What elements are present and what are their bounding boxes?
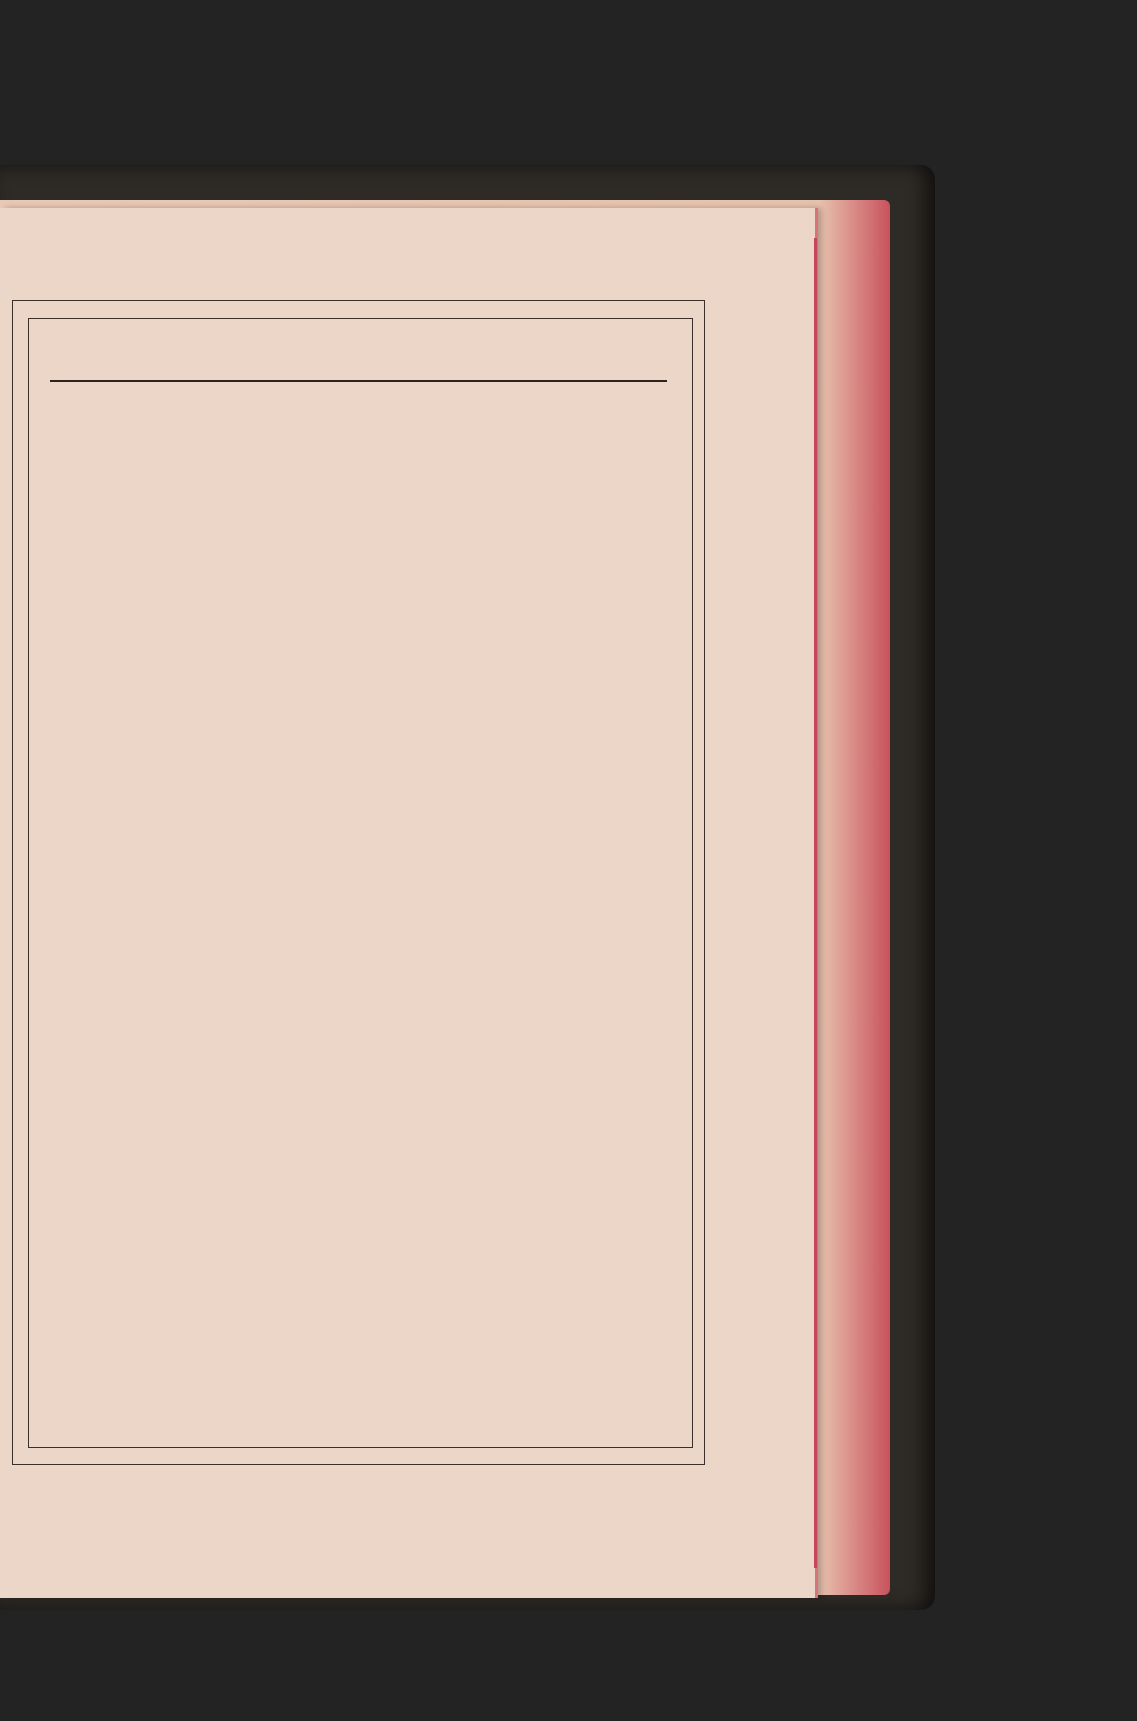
running-head	[50, 340, 667, 382]
ornament-right-border	[690, 320, 706, 1450]
ornament-left-border	[14, 320, 30, 1450]
page-border-inner	[28, 318, 693, 1448]
page-body	[52, 395, 667, 435]
